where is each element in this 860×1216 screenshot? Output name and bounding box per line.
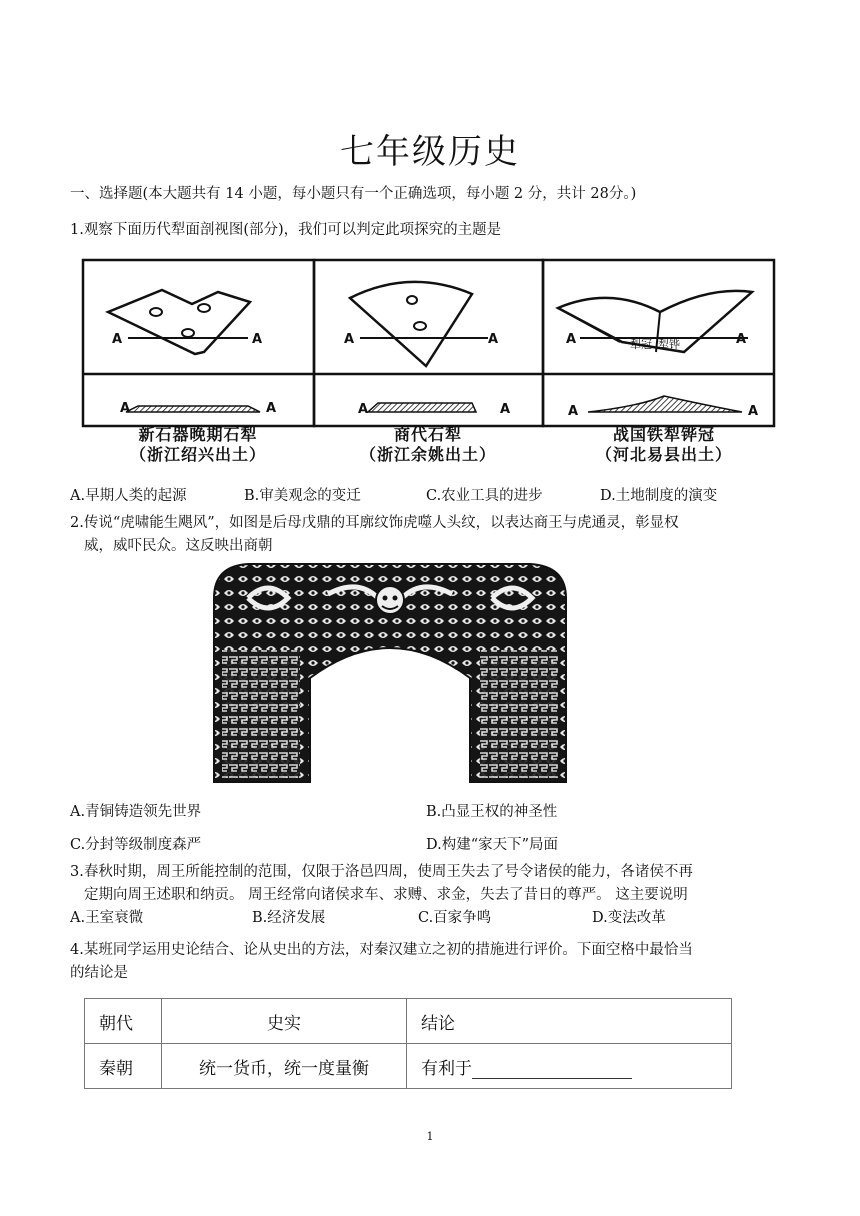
header-facts: 史实 — [162, 999, 407, 1044]
cell-dynasty: 秦朝 — [85, 1044, 162, 1089]
question-3-stem: 3.春秋时期，周王所能控制的范围，仅限于洛邑四周，使周王失去了号令诸侯的能力，各诸侯不再 — [70, 864, 693, 880]
page-number: 1 — [426, 1130, 434, 1143]
section-heading: 一、选择题(本大题共有 14 小题，每小题只有一个正确选项，每小题 2 分，共计 28分。) — [70, 186, 637, 202]
q3-option-b[interactable]: B.经济发展 — [252, 910, 326, 926]
q3-option-c[interactable]: C.百家争鸣 — [418, 910, 492, 926]
q1-option-d[interactable]: D.土地制度的演变 — [600, 488, 718, 504]
cell-conclusion — [407, 1044, 732, 1089]
tiger-ornament-rubbing-image — [208, 558, 572, 788]
caption-shang-plow: 商代石犁 — [393, 425, 463, 444]
axis-label-a: A — [266, 401, 277, 416]
caption-iron-plow: 战国铁犁铧冠 — [612, 425, 716, 444]
caption-iron-origin: （河北易县出土） — [595, 445, 733, 464]
q2-option-a[interactable]: A.青铜铸造领先世界 — [70, 804, 202, 820]
question-4-stem: 4.某班同学运用史论结合、论从史出的方法，对秦汉建立之初的措施进行评价。下面空格中最恰当 — [70, 942, 693, 958]
question-3-stem-cont: 定期向周王述职和纳贡。 周王经常向诸侯求车、求赙、求金，失去了昔日的尊严。 这主要说明 — [84, 887, 688, 903]
q1-option-b[interactable]: B.审美观念的变迁 — [244, 488, 361, 504]
q2-option-c[interactable]: C.分封等级制度森严 — [70, 837, 202, 853]
table-row — [85, 1044, 732, 1089]
iron-plow-shape — [558, 291, 752, 412]
question-1-stem: 1.观察下面历代犁面剖视图(部分)，我们可以判定此项探究的主题是 — [70, 222, 502, 238]
page-title: 七年级历史 — [340, 132, 520, 172]
caption-shang-origin: （浙江余姚出土） — [359, 445, 497, 464]
conclusion-prefix: 有利于 — [421, 1058, 472, 1079]
axis-label-a: A — [252, 332, 263, 347]
q2-option-b[interactable]: B.凸显王权的神圣性 — [426, 804, 558, 820]
question-2-stem-cont: 威，威吓民众。这反映出商朝 — [84, 538, 273, 554]
question-4-stem-cont: 的结论是 — [70, 965, 128, 981]
caption-neolithic-plow: 新石器晚期石犁 — [138, 425, 258, 444]
axis-label-a: A — [566, 332, 577, 347]
neolithic-plow-shape — [108, 290, 263, 412]
axis-label-a: A — [736, 332, 747, 347]
answer-blank[interactable] — [472, 1062, 632, 1079]
axis-label-a: A — [344, 332, 355, 347]
q1-option-a[interactable]: A.早期人类的起源 — [70, 488, 187, 504]
label-plow-crown: 犁冠 — [630, 338, 652, 351]
axis-label-a: A — [112, 332, 123, 347]
q3-option-a[interactable]: A.王室衰微 — [70, 910, 144, 926]
axis-label-a: A — [500, 402, 511, 417]
evaluation-table — [84, 998, 732, 1089]
table-header-row — [85, 999, 732, 1044]
q1-option-c[interactable]: C.农业工具的进步 — [426, 488, 543, 504]
axis-label-a: A — [358, 402, 369, 417]
plow-cross-section-figure — [80, 256, 780, 468]
cell-facts: 统一货币，统一度量衡 — [162, 1044, 407, 1089]
caption-neolithic-origin: （浙江绍兴出土） — [129, 445, 267, 464]
axis-label-a: A — [488, 332, 499, 347]
axis-label-a: A — [568, 404, 579, 419]
label-plowshare: 犁铧 — [658, 338, 680, 351]
question-2-stem: 2.传说“虎啸能生飓风”，如图是后母戊鼎的耳廓纹饰虎噬人头纹，以表达商王与虎通灵，彰显权 — [70, 515, 679, 531]
header-conclusion: 结论 — [407, 999, 732, 1044]
shang-plow-shape — [350, 282, 488, 412]
axis-label-a: A — [748, 404, 759, 419]
q3-option-d[interactable]: D.变法改革 — [592, 910, 666, 926]
q2-option-d[interactable]: D.构建“家天下”局面 — [426, 837, 559, 853]
axis-label-a: A — [120, 401, 131, 416]
header-dynasty: 朝代 — [85, 999, 162, 1044]
